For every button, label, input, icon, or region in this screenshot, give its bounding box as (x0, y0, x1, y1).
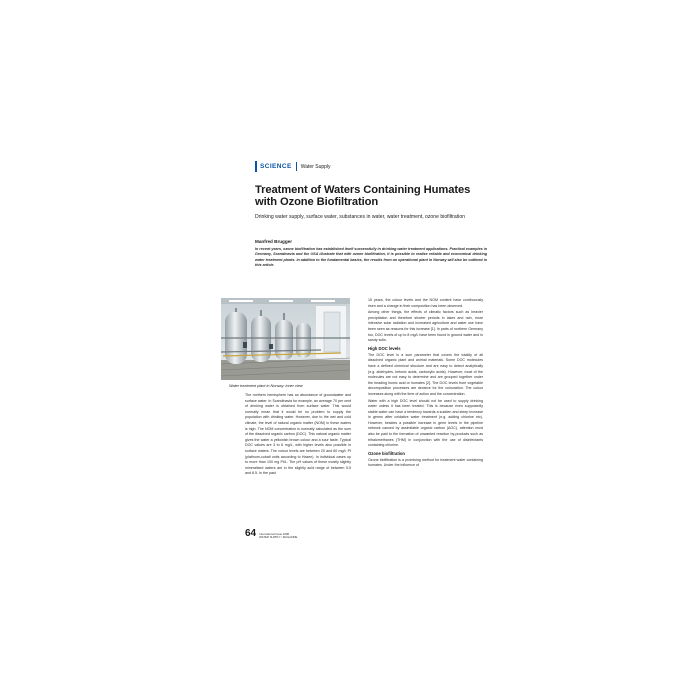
section-label: SCIENCE (260, 163, 292, 170)
magazine-page (221, 160, 489, 540)
article-keywords: Drinking water supply, surface water, substances in water, water treatment, ozone biofiltration (255, 214, 465, 220)
section-separator (296, 162, 297, 171)
body-paragraph: Among other things, the effects of climatic factors such as heavier precipitation and therefore shorter periods in lakes and rain, more intensive solar radiation and increased agriculture and water use have been seen as reasons for this increase [1]. In parts of northern Germany too, DOC levels of up to 8 mg/L have been found in ground water and in sandy soils. (368, 310, 483, 343)
body-column-left (245, 393, 351, 478)
body-paragraph: The DOC level is a sum parameter that covers the totality of all dissolved organic plant and animal materials. Some DOC molecules have a defined chemical structure and are easy to detect analytically (e.g. aldehydes, ketonic acids, carboxylic acids). However, most of the molecules are not easy to determine and are grouped together under the heading humic acid or humates [2]. The DOC levels from vegetable decomposition processes are decisive for the colouration. The colour increases along with the time of action and the concentration. (368, 352, 483, 396)
section-header (255, 161, 331, 172)
figure-caption: Water treatment plant in Norway: inner view (229, 384, 303, 388)
article-author: Manfred Brugger (255, 239, 293, 244)
magazine-line-1: International Issue 2008 (259, 531, 289, 536)
body-paragraph: Ozone biofiltration is a promising method for treatment water containing humates. Under the influence of (368, 457, 483, 468)
page-footer (245, 529, 297, 539)
body-paragraph: The northern hemisphere has an abundance of groundwater and surface water. In Scandinavia for example, an average 70 per cent of drinking water is obtained from surface water. This would normally mean that it would be no problem to supply the population with drinking water. However, due to the wet and cold climate, the level of natural organic matter (NOM) in these waters is high. The NOM concentration is normally calculated as the sum of the dissolved organic carbon (DOC). This natural organic matter gives the water a yellowish brown colour and a sour taste. Typical DOC values are 3 to 6 mg/L, with higher levels also possible in surface waters. The colour levels are between 20 and 60 mg/L Pt (platinum-cobalt units according to Hazen). In individual cases up to more than 100 mg Pt/L. The pH values of these mostly slightly mineralised waters are in the slightly acid range of between 5.5 and 6.5. In the past (245, 393, 351, 476)
article-abstract: In recent years, ozone biofiltration has established itself successfully in drinking water treatment applications. Practical examples in Germany, Scandinavia and the USA illustrate that with ozone biofiltration, it is possible to realise reliable and economical drinking water treatment plants. In addition to the fundamental basics, the results from an operational plant in Norway will also be outlined in this article. (255, 247, 487, 267)
magazine-line-2: WATER SUPPLY / MAGAZINE (259, 534, 298, 539)
section-rule (255, 161, 257, 172)
body-paragraph: 15 years, the colour levels and the NOM content have continuously risen and a change in their composition has been observed. (368, 298, 483, 308)
section-heading-doc: High DOC levels (368, 345, 401, 351)
body-column-right (368, 298, 483, 470)
body-paragraph: Water with a high DOC level should not be used to supply drinking water unless it has been treated. This is because even supposedly stable water can have a tendency towards a sudden and steep increase in germs after oxidative water treatment (e.g. adding chlorine etc). However, besides a possible increase in germ levels in the pipeline network caused by assimilable organic carbon (AOC), attention must also be paid to the formation of unwanted reaction by-products such as trihalomethanes (THM) in conjunction with the use of disinfectants containing chlorine. (368, 398, 483, 448)
plant-photo (221, 298, 350, 380)
subsection-label: Water Supply (300, 163, 331, 170)
plant-photo-image (221, 298, 350, 380)
section-heading-ozone: Ozone biofiltration (368, 450, 405, 456)
article-title: Treatment of Waters Containing Humates with Ozone Biofiltration (255, 184, 471, 209)
page-number: 64 (245, 528, 257, 539)
magazine-info (259, 533, 297, 539)
